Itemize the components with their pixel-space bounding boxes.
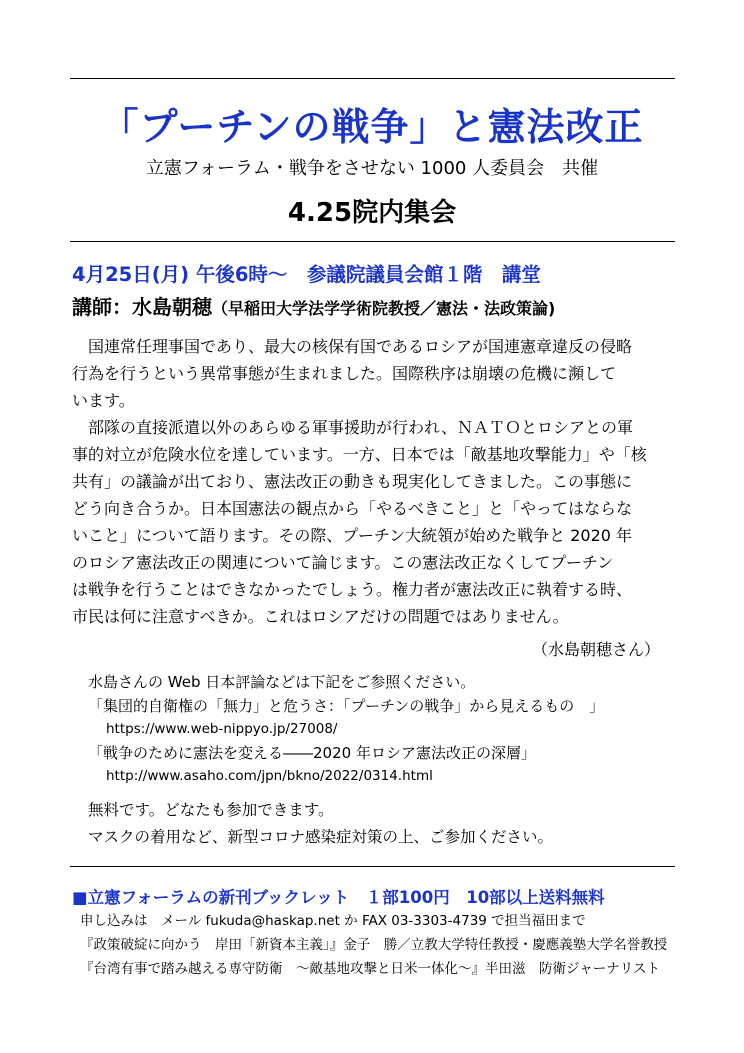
lecturer-affiliation: （早稲田大学法学学術院教授／憲法・法政策論) xyxy=(212,299,556,318)
body-line: 事的対立が危険水位を達しています。一方、日本では「敵基地攻撃能力」や「核 xyxy=(72,445,647,464)
references-intro: 水島さんの Web 日本評論などは下記をご参照ください。 xyxy=(88,673,476,691)
cohost-line: 立憲フォーラム・戦争をさせない 1000 人委員会 共催 xyxy=(145,158,599,179)
body-line: 市民は何に注意すべきか。これはロシアだけの問題ではありません。 xyxy=(72,607,569,626)
body-line: 行為を行うという異常事態が生まれました。国際秩序は崩壊の危機に瀕して xyxy=(72,364,617,383)
reference-url[interactable]: http://www.asaho.com/jpn/bkno/2022/0314.html xyxy=(106,768,433,784)
event-datetime: 4月25日(月) 午後6時～ 参議院議員会館１階 講堂 xyxy=(72,263,541,286)
page-title: 「プーチンの戦争」と憲法改正 xyxy=(100,105,644,149)
meeting-heading: 4.25院内集会 xyxy=(287,198,457,228)
body-line: 共有」の議論が出ており、憲法改正の動きも現実化してきました。この事態に xyxy=(72,472,633,491)
body-line: は戦争を行うことはできなかったでしょう。権力者が憲法改正に執着する時、 xyxy=(72,580,633,599)
body-text xyxy=(72,333,672,630)
reference-url[interactable]: https://www.web-nippyo.jp/27008/ xyxy=(106,721,338,737)
references xyxy=(88,671,604,789)
body-line: どう向き合うか。日本国憲法の観点から「やるべきこと」と「やってはならな xyxy=(72,499,633,518)
body-line: 国連常任理事国であり、最大の核保有国であるロシアが国連憲章違反の侵略 xyxy=(72,337,633,356)
booklet-book-2: 『台湾有事で踏み越える専守防衛 ～敵基地攻撃と日米一体化～』半田滋 防衛ジャーナリスト xyxy=(80,961,660,977)
header-divider xyxy=(70,241,675,242)
booklet-book-1: 『政策破綻に向かう 岸田「新資本主義」』金子 勝／立教大学特任教授・慶應義塾大学名誉教授 xyxy=(80,937,668,953)
booklet-heading: ■立憲フォーラムの新刊ブックレット １部100円 10部以上送料無料 xyxy=(72,888,605,907)
notes xyxy=(88,797,553,851)
body-line: のロシア憲法改正の関連について論じます。この憲法改正なくしてプーチン xyxy=(72,553,614,572)
body-line: いこと」について語ります。その際、プーチン大統領が始めた戦争と 2020 年 xyxy=(72,526,633,545)
free-note: 無料です。どなたも参加できます。 xyxy=(88,801,334,819)
reference-title: 「集団的自衛権の「無力」と危うさ：「プーチンの戦争」から見えるもの 」 xyxy=(88,696,605,715)
booklet-body xyxy=(80,909,667,981)
footer-divider xyxy=(70,866,675,867)
lecturer-name: 講師：水島朝穂 xyxy=(72,295,212,319)
body-line: います。 xyxy=(72,391,135,410)
mask-note: マスクの着用など、新型コロナ感染症対策の上、ご参加ください。 xyxy=(88,828,554,846)
attribution: （水島朝穂さん） xyxy=(531,640,660,659)
lecturer-line xyxy=(72,291,555,320)
reference-title: 「戦争のために憲法を変える――2020 年ロシア憲法改正の深層」 xyxy=(88,743,536,762)
booklet-order: 申し込みは メール fukuda@haskap.net か FAX 03-3303-4739 で担当福田まで xyxy=(80,913,586,929)
top-divider xyxy=(70,78,675,79)
body-line: 部隊の直接派遣以外のあらゆる軍事援助が行われ、ＮＡＴＯとロシアとの軍 xyxy=(72,418,633,437)
